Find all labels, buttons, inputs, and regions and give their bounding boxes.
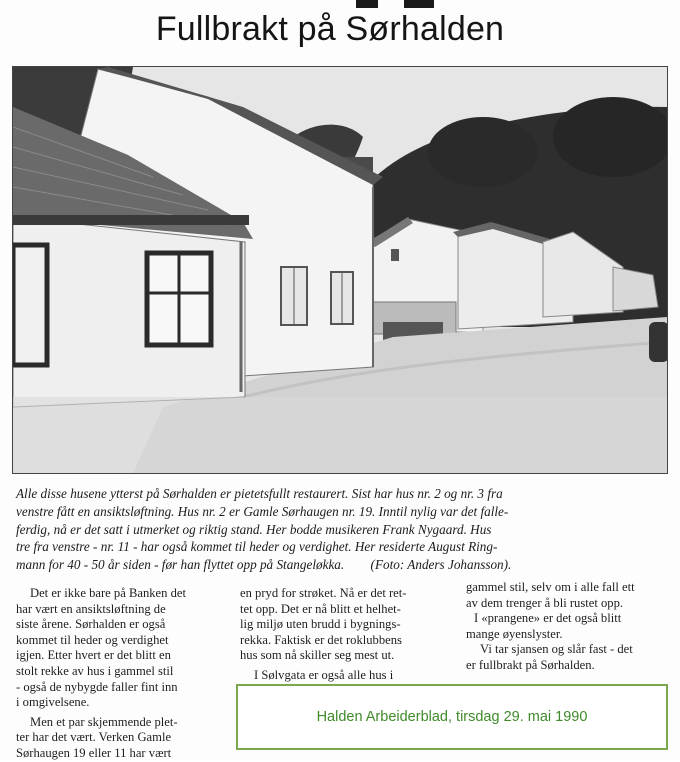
body-line: har vært en ansiktsløftning de — [16, 601, 166, 616]
caption-line: venstre fått en ansiktsløftning. Hus nr. 2 er Gamle Sørhaugen nr. 19. Inntil nylig var det falle- — [16, 503, 509, 519]
caption-line: ferdig, nå er det satt i utmerket og riktig stand. Her bodde musikeren Frank Nygaard. Hus — [16, 521, 492, 537]
body-line: Men et par skjemmende plet- — [30, 714, 178, 729]
masthead-fragment — [356, 0, 378, 8]
body-line: igjen. Etter hvert er det blitt en — [16, 648, 171, 663]
body-line: hus som nå skiller seg mest ut. — [240, 648, 395, 663]
article-column-2 — [240, 586, 452, 684]
body-line: i omgivelsene. — [16, 695, 90, 710]
body-line: stolt rekke av hus i gammel stil — [16, 663, 174, 678]
masthead-fragment — [404, 0, 434, 8]
body-line: - også de nybygde faller fint inn — [16, 679, 178, 694]
body-line: gammel stil, selv om i alle fall ett — [466, 580, 635, 594]
body-line: en pryd for strøket. Nå er det ret- — [240, 586, 407, 600]
body-line: I Sølvgata er også alle hus i — [254, 667, 394, 682]
photograph-icon — [13, 67, 667, 473]
caption-line: mann for 40 - 50 år siden - før han flyttet opp på Stangeløkka. (Foto: Anders Johansson). — [16, 557, 512, 573]
body-line: ter har det vært. Verken Gamle — [16, 730, 172, 745]
body-line: kommet til heder og verdighet — [16, 632, 169, 647]
body-line: I «prangene» er det også blitt — [474, 611, 622, 626]
caption-line: Alle disse husene ytterst på Sørhalden er pietetsfullt restaurert. Sist har hus nr. 2 og nr. 3 fra — [16, 486, 503, 501]
body-line: Vi tar sjansen og slår fast - det — [480, 642, 633, 657]
body-line: Sørhaugen 19 eller 11 har vært — [16, 745, 172, 760]
article-column-1 — [16, 586, 226, 762]
body-line: av dem trenger å bli rustet opp. — [466, 595, 624, 610]
body-line: tet opp. Det er nå blitt et helhet- — [240, 601, 401, 616]
body-line: rekka. Faktisk er det roklubbens — [240, 632, 402, 647]
body-line: siste årene. Sørhalden er også — [16, 617, 166, 632]
photo-caption — [16, 485, 670, 574]
body-line: er fullbrakt på Sørhalden. — [466, 657, 595, 672]
body-line: lig miljø uten brudd i bygnings- — [240, 617, 401, 632]
source-label-box — [236, 684, 668, 750]
article-column-3 — [466, 580, 671, 674]
article-photo — [12, 66, 668, 474]
body-line: mange øyenslyster. — [466, 626, 563, 641]
caption-line: tre fra venstre - nr. 11 - har også kommet til heder og verdighet. Her residerte August Ring- — [16, 539, 498, 555]
body-line: Det er ikke bare på Banken det — [30, 586, 186, 600]
source-label: Halden Arbeiderblad, tirsdag 29. mai 1990 — [316, 709, 588, 725]
article-headline: Fullbrakt på Sørhalden — [155, 10, 505, 48]
